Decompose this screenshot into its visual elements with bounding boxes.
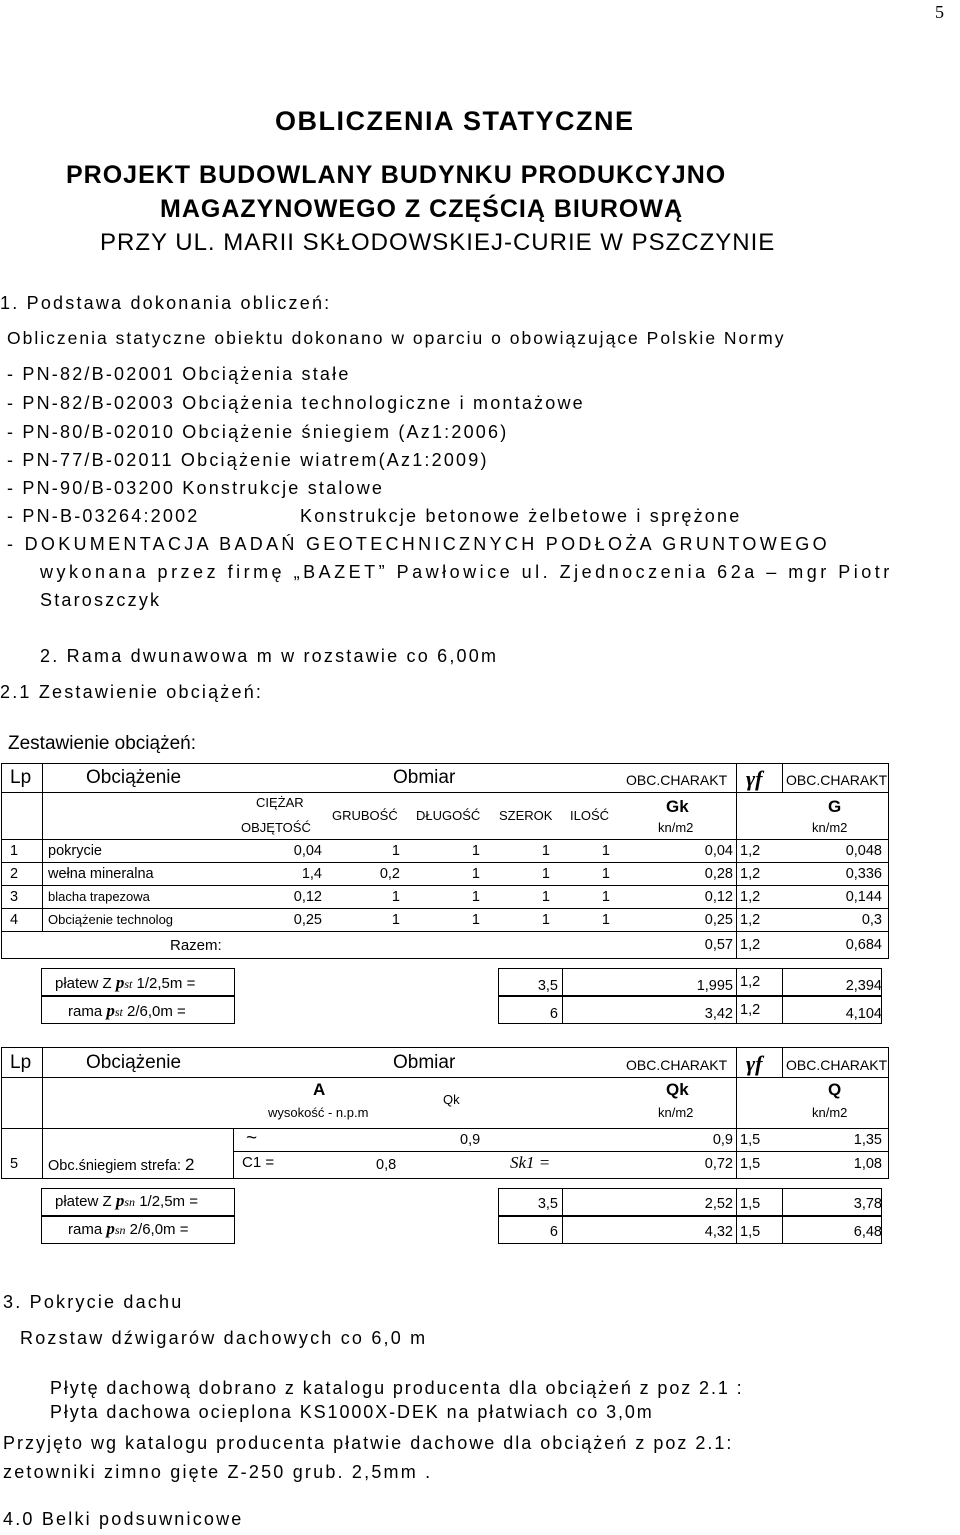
- sub-q-unit: kn/m2: [812, 1105, 848, 1120]
- col-obmiar: Obmiar: [393, 767, 456, 788]
- sub-a: A: [313, 1080, 326, 1099]
- cell-gf: 1,2: [740, 974, 761, 990]
- norm-item: - PN-90/B-03200 Konstrukcje stalowe: [7, 478, 385, 498]
- cell-gf: 1,5: [740, 1156, 761, 1172]
- section-1-intro: Obliczenia statyczne obiektu dokonano w oparciu o obowiązujące Polskie Normy: [7, 328, 786, 348]
- cell-gk: 1,995: [696, 978, 733, 994]
- norm-item-code: - PN-B-03264:2002: [7, 506, 200, 526]
- cell-g: 0,3: [861, 912, 882, 928]
- sub-ciezar: CIĘŻAR: [256, 795, 304, 810]
- col-lp: Lp: [10, 1052, 32, 1073]
- sub-dlugosc: DŁUGOŚĆ: [416, 808, 481, 823]
- sub-objetosc: OBJĘTOŚĆ: [241, 820, 311, 835]
- cell-lp: 4: [10, 912, 19, 928]
- col-obc-charakt: OBC.CHARAKT: [626, 772, 728, 788]
- project-line-1: PROJEKT BUDOWLANY BUDYNKU PRODUKCYJNO: [66, 161, 727, 189]
- cell-name: wełna mineralna: [48, 866, 154, 882]
- sub-gk: Gk: [666, 797, 689, 816]
- cell-gf: 1,2: [740, 1002, 761, 1018]
- cell-value: 6: [549, 1006, 558, 1022]
- col-obc-charakt-2: OBC.CHARAKT: [786, 1057, 888, 1073]
- c1-value: 0,8: [376, 1157, 397, 1173]
- cell-lp: 3: [10, 889, 19, 905]
- sub-g: G: [828, 797, 842, 816]
- cell-value: 1: [601, 843, 610, 859]
- cell-value: 1: [601, 866, 610, 882]
- sub-ilosc: ILOŚĆ: [570, 808, 610, 823]
- cell-gf: 1,2: [740, 866, 761, 882]
- cell-g: 4,104: [845, 1006, 882, 1022]
- col-obciazenie: Obciążenie: [86, 767, 182, 788]
- paragraph: zetowniki zimno gięte Z-250 grub. 2,5mm .: [3, 1462, 433, 1482]
- sub-gk-unit: kn/m2: [658, 820, 694, 835]
- cell-value: 3,5: [537, 1196, 558, 1212]
- col-lp: Lp: [10, 767, 32, 788]
- paragraph: Przyjęto wg katalogu producenta płatwie dachowe dla obciążeń z poz 2.1:: [3, 1433, 734, 1453]
- doc-line-3: Staroszczyk: [40, 590, 162, 610]
- cell-gf: 1,2: [740, 912, 761, 928]
- page-title: OBLICZENIA STATYCZNE: [275, 106, 635, 136]
- cell-gf: 1,5: [740, 1224, 761, 1240]
- cell-value: 1: [391, 843, 400, 859]
- cell-name: Obc.śniegiem strefa: 2: [48, 1155, 195, 1174]
- sub-qk-unit: kn/m2: [658, 1105, 694, 1120]
- cell-value: 1: [601, 889, 610, 905]
- project-line-2: MAGAZYNOWEGO Z CZĘŚCIĄ BIUROWĄ: [160, 195, 684, 223]
- cell-name: blacha trapezowa: [48, 889, 150, 904]
- rama-st-label: rama pst 2/6,0m =: [68, 1001, 186, 1020]
- cell-gk: 0,57: [704, 937, 733, 953]
- doc-line-2: wykonana przez firmę „BAZET” Pawłowice ul. Zjednoczenia 62a – mgr Piotr: [40, 562, 893, 582]
- platew-sn-label: płatew Z psn 1/2,5m =: [55, 1191, 198, 1210]
- cell-value: 1: [601, 912, 610, 928]
- doc-line-1: - DOKUMENTACJA BADAŃ GEOTECHNICZNYCH PODŁOŻA GRUNTOWEGO: [7, 534, 830, 554]
- cell-value: 1: [391, 912, 400, 928]
- col-obc-charakt-2: OBC.CHARAKT: [786, 772, 888, 788]
- cell-gf: 1,5: [740, 1196, 761, 1212]
- cell-g: 2,394: [845, 978, 882, 994]
- col-obciazenie: Obciążenie: [86, 1052, 182, 1073]
- col-gamma: γf: [746, 1051, 763, 1076]
- norm-item-desc: Konstrukcje betonowe żelbetowe i sprężone: [300, 506, 742, 526]
- cell-value: 1: [541, 866, 550, 882]
- c1-label: C1 =: [242, 1154, 275, 1171]
- cell-g: 0,144: [845, 889, 882, 905]
- paragraph: Płytę dachową dobrano z katalogu producenta dla obciążeń z poz 2.1 :: [50, 1378, 744, 1398]
- cell-gk: 0,12: [704, 889, 733, 905]
- cell-gf: 1,5: [740, 1132, 761, 1148]
- cell-value: 1: [471, 912, 480, 928]
- cell-gf: 1,2: [740, 889, 761, 905]
- cell-g: 0,684: [845, 937, 882, 953]
- cell-gk: 2,52: [704, 1196, 733, 1212]
- cell-g: 1,35: [853, 1132, 882, 1148]
- paragraph: Płyta dachowa ocieplona KS1000X-DEK na płatwiach co 3,0m: [50, 1402, 654, 1422]
- cell-value: 1: [471, 889, 480, 905]
- cell-gf: 1,2: [740, 843, 761, 859]
- cell-value: 1: [541, 912, 550, 928]
- col-gamma: γf: [746, 766, 763, 791]
- cell-value: 3,5: [537, 978, 558, 994]
- cell-value: 1: [541, 889, 550, 905]
- tilde: ~: [246, 1128, 258, 1149]
- sub-szerok: SZEROK: [499, 808, 553, 823]
- cell-gk: 0,04: [704, 843, 733, 859]
- cell-g: 6,48: [853, 1224, 882, 1240]
- sub-grubosc: GRUBOŚĆ: [332, 808, 398, 823]
- norm-item: - PN-82/B-02003 Obciążenia technologiczne i montażowe: [7, 393, 585, 413]
- section-3-heading: 3. Pokrycie dachu: [3, 1292, 184, 1312]
- sub-g-unit: kn/m2: [812, 820, 848, 835]
- cell-g: 0,336: [845, 866, 882, 882]
- rozstaw-text: Rozstaw dźwigarów dachowych co 6,0 m: [20, 1328, 428, 1348]
- section-2-subheading: 2.1 Zestawienie obciążeń:: [0, 682, 264, 702]
- cell-value: 0,25: [293, 912, 322, 928]
- rama-sn-label: rama psn 2/6,0m =: [68, 1219, 189, 1238]
- sub-wysokosc: wysokość - n.p.m: [268, 1105, 369, 1120]
- cell-lp: 1: [10, 843, 19, 859]
- page-number: 5: [935, 2, 944, 22]
- cell-value: 0,9: [460, 1132, 481, 1148]
- cell-name: Obciążenie technolog: [48, 912, 174, 927]
- section-2-heading: 2. Rama dwunawowa m w rozstawie co 6,00m: [40, 646, 499, 666]
- platew-st-label: płatew Z pst 1/2,5m =: [55, 973, 196, 992]
- section-4-heading: 4.0 Belki podsuwnicowe: [3, 1509, 244, 1529]
- sub-qk: Qk: [443, 1092, 460, 1107]
- cell-value: 1,4: [301, 866, 322, 882]
- norm-item: - PN-82/B-02001 Obciążenia stałe: [7, 364, 351, 384]
- table-caption: Zestawienie obciążeń:: [8, 733, 196, 754]
- cell-gk: 0,9: [712, 1132, 733, 1148]
- col-obmiar: Obmiar: [393, 1052, 456, 1073]
- col-obc-charakt: OBC.CHARAKT: [626, 1057, 728, 1073]
- cell-lp: 5: [10, 1156, 19, 1172]
- section-1-heading: 1. Podstawa dokonania obliczeń:: [0, 293, 332, 313]
- cell-value: 0,04: [293, 843, 322, 859]
- cell-value: 0,12: [293, 889, 322, 905]
- cell-gk: 4,32: [704, 1224, 733, 1240]
- razem-label: Razem:: [170, 937, 222, 954]
- cell-lp: 2: [10, 866, 19, 882]
- norm-item: - PN-80/B-02010 Obciążenie śniegiem (Az1:2006): [7, 422, 509, 442]
- norm-item: - PN-77/B-02011 Obciążenie wiatrem(Az1:2009): [7, 450, 489, 470]
- cell-value: 1: [391, 889, 400, 905]
- cell-value: 1: [541, 843, 550, 859]
- cell-gk: 3,42: [704, 1006, 733, 1022]
- sk1-label: Sk1 =: [510, 1153, 551, 1172]
- cell-g: 3,78: [853, 1196, 882, 1212]
- cell-value: 1: [471, 866, 480, 882]
- cell-gk: 0,28: [704, 866, 733, 882]
- sub-qk-bold: Qk: [666, 1080, 689, 1099]
- cell-value: 1: [471, 843, 480, 859]
- cell-g: 0,048: [845, 843, 882, 859]
- cell-value: 6: [549, 1224, 558, 1240]
- cell-g: 1,08: [853, 1156, 882, 1172]
- cell-value: 0,2: [379, 866, 400, 882]
- project-line-3: PRZY UL. MARII SKŁODOWSKIEJ-CURIE W PSZCZYNIE: [100, 229, 776, 256]
- cell-gk: 0,72: [704, 1156, 733, 1172]
- sub-q: Q: [828, 1080, 842, 1099]
- cell-gf: 1,2: [740, 937, 761, 953]
- cell-name: pokrycie: [48, 843, 102, 859]
- cell-gk: 0,25: [704, 912, 733, 928]
